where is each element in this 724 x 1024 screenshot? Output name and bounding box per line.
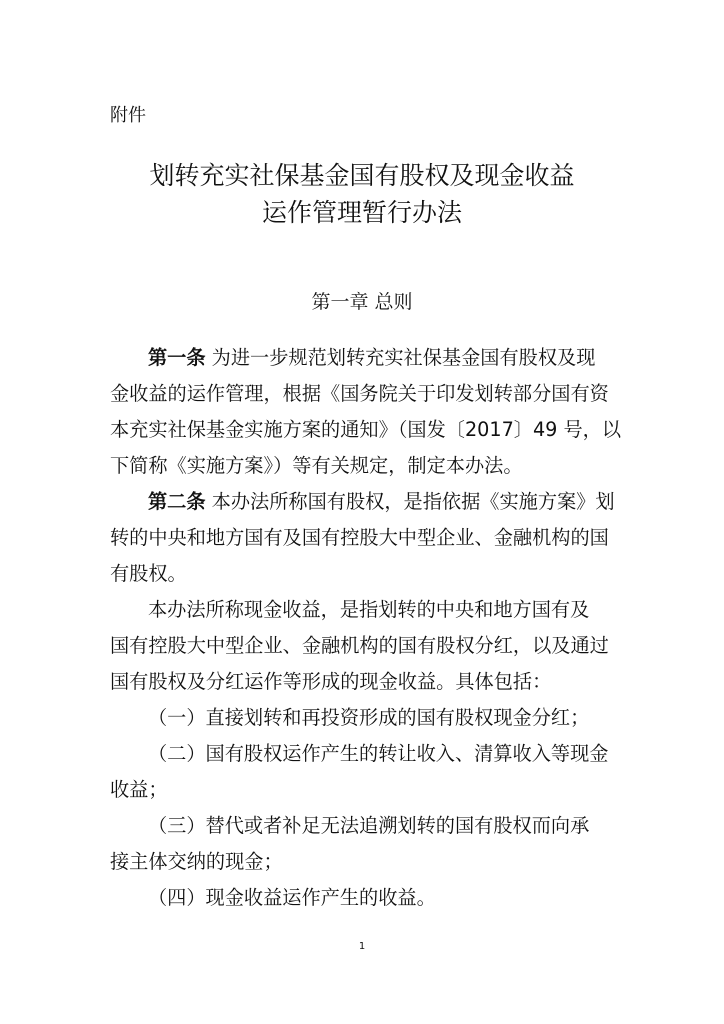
page-number: 1 [358, 941, 366, 952]
list-item-1: （一）直接划转和再投资形成的国有股权现金分红； [148, 706, 590, 729]
article-2-label: 第二条 [148, 490, 206, 513]
article-2-text: 本办法所称国有股权，是指依据《实施方案》划 [211, 490, 615, 513]
article-1-label: 第一条 [148, 346, 206, 369]
attachment-label: 附件 [110, 105, 146, 126]
document-title-line-2: 运作管理暂行办法 [261, 198, 462, 227]
list-item-4: （四）现金收益运作产生的收益。 [148, 886, 436, 909]
article-1-text: 为进一步规范划转充实社保基金国有股权及现 [211, 346, 596, 369]
list-item-3-line-1: （三）替代或者补足无法追溯划转的国有股权而向承 [148, 814, 590, 837]
list-item-3-line-2: 接主体交纳的现金； [110, 850, 283, 873]
article-1-line-3: 本充实社保基金实施方案的通知》（国发〔2017〕49 号，以 [110, 418, 622, 441]
chapter-heading: 第一章 总则 [311, 291, 413, 313]
article-2-first-line [148, 487, 620, 517]
list-item-2-line-2: 收益； [110, 778, 168, 801]
list-item-2-line-1: （二）国有股权运作产生的转让收入、清算收入等现金 [148, 742, 609, 765]
article-1-line-2: 金收益的运作管理，根据《国务院关于印发划转部分国有资 [110, 382, 609, 405]
cash-paragraph-line-3: 国有股权及分红运作等形成的现金收益。具体包括： [110, 670, 552, 693]
article-1-first-line [148, 343, 620, 373]
article-2-line-2: 转的中央和地方国有及国有控股大中型企业、金融机构的国 [110, 526, 609, 549]
cash-paragraph-line-2: 国有控股大中型企业、金融机构的国有股权分红，以及通过 [110, 634, 609, 657]
article-1-line-4: 下简称《实施方案》）等有关规定，制定本办法。 [110, 454, 523, 477]
document-title-line-1: 划转充实社保基金国有股权及现金收益 [149, 161, 575, 190]
cash-paragraph-line-1: 本办法所称现金收益，是指划转的中央和地方国有及 [148, 598, 590, 621]
article-2-line-3: 有股权。 [110, 562, 187, 585]
